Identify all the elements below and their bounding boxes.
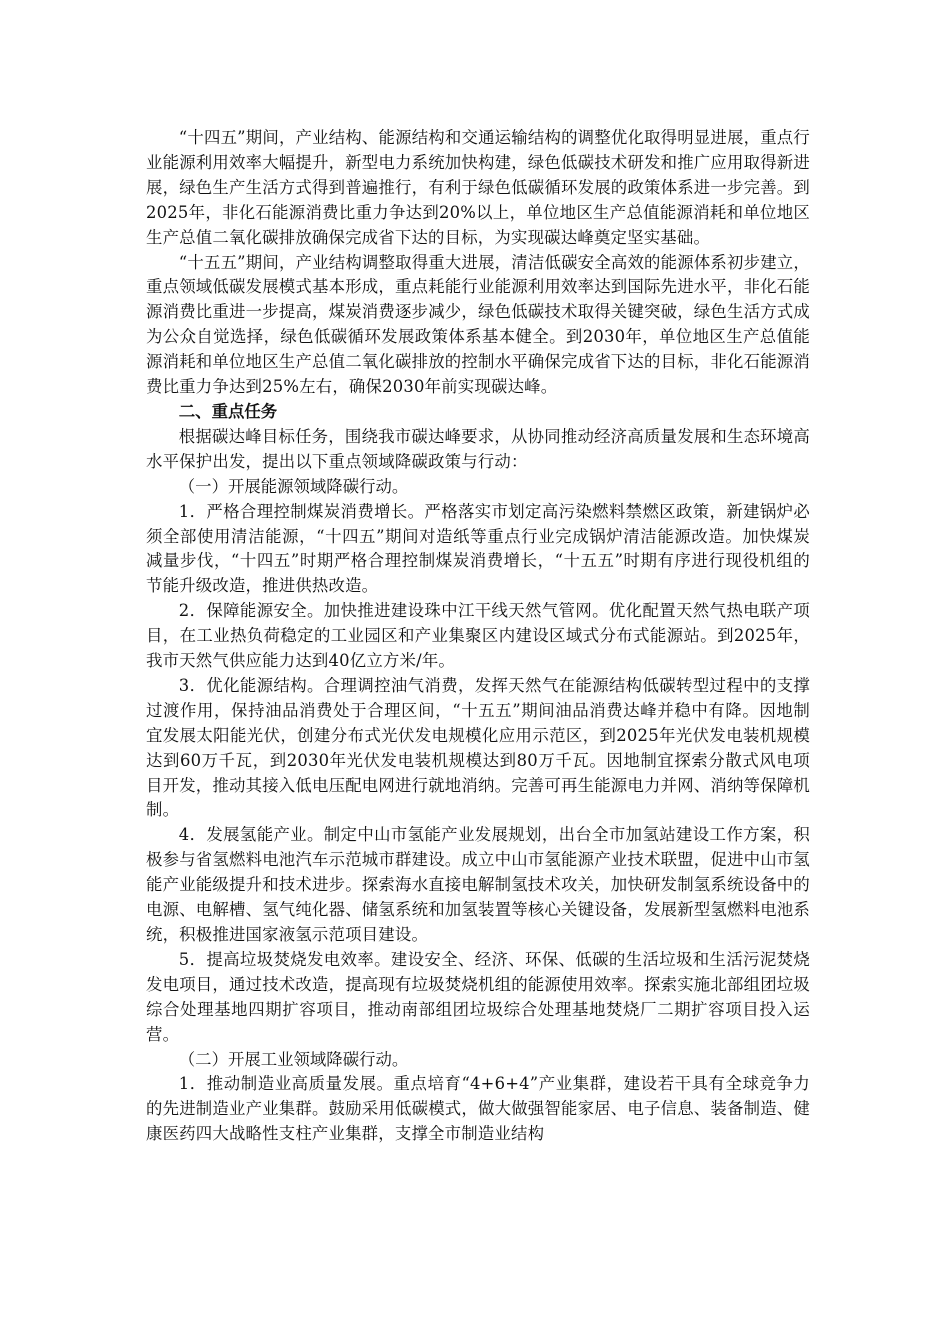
subheading-energy-action: （一）开展能源领域降碳行动。	[178, 476, 409, 496]
paragraph-key-tasks-intro: 根据碳达峰目标任务，围绕我市碳达峰要求，从协同推动经济高质量发展和生态环境高水平保护出发，提出以下重点领域降碳政策与行动：	[146, 426, 810, 471]
paragraph-coal-control: 1．严格合理控制煤炭消费增长。严格落实市划定高污染燃料禁燃区政策，新建锅炉必须全部使用清洁能源，“十四五”期间对造纸等重点行业完成锅炉清洁能源改造。加快煤炭减量步伐，“十四五”时期严格合理控制煤炭消费增长，“十五五”时期有序进行现役机组的节能升级改造，推进供热改造。	[146, 501, 810, 596]
subheading-industry-action: （二）开展工业领域降碳行动。	[178, 1049, 409, 1069]
paragraph-hydrogen-industry: 4．发展氢能产业。制定中山市氢能产业发展规划，出台全市加氢站建设工作方案，积极参与省氢燃料电池汽车示范城市群建设。成立中山市氢能源产业技术联盟，促进中山市氢能产业能级提升和技术进步。探索海水直接电解制氢技术攻关，加快研发制氢系统设备中的电源、电解槽、氢气纯化器、储氢系统和加氢装置等核心关键设备，发展新型氢燃料电池系统，积极推进国家液氢示范项目建设。	[146, 825, 810, 944]
paragraph-waste-incineration: 5．提高垃圾焚烧发电效率。建设安全、经济、环保、低碳的生活垃圾和生活污泥焚烧发电项目，通过技术改造，提高现有垃圾焚烧机组的能源使用效率。探索实施北部组团垃圾综合处理基地四期扩容项目，推动南部组团垃圾综合处理基地焚烧厂二期扩容项目投入运营。	[146, 949, 810, 1044]
paragraph-manufacturing: 1．推动制造业高质量发展。重点培育“4+6+4”产业集群，建设若干具有全球竞争力的先进制造业产业集群。鼓励采用低碳模式，做大做强智能家居、电子信息、装备制造、健康医药四大战略性支柱产业集群，支撑全市制造业结构	[146, 1074, 810, 1144]
paragraph-14th-five-year-goals: “十四五”期间，产业结构、能源结构和交通运输结构的调整优化取得明显进展，重点行业能源利用效率大幅提升，新型电力系统加快构建，绿色低碳技术研发和推广应用取得新进展，绿色生产生活方式得到普遍推行，有利于绿色低碳循环发展的政策体系进一步完善。到2025年，非化石能源消费比重力争达到20%以上，单位地区生产总值能源消耗和单位地区生产总值二氧化碳排放确保完成省下达的目标，为实现碳达峰奠定坚实基础。	[146, 128, 810, 247]
document-page	[146, 126, 810, 1147]
paragraph-energy-security: 2．保障能源安全。加快推进建设珠中江干线天然气管网。优化配置天然气热电联产项目，在工业热负荷稳定的工业园区和产业集聚区内建设区域式分布式能源站。到2025年，我市天然气供应能力达到40亿立方米/年。	[146, 601, 810, 671]
paragraph-15th-five-year-goals: “十五五”期间，产业结构调整取得重大进展，清洁低碳安全高效的能源体系初步建立，重点领域低碳发展模式基本形成，重点耗能行业能源利用效率达到国际先进水平，非化石能源消费比重进一步提高，煤炭消费逐步减少，绿色低碳技术取得关键突破，绿色生活方式成为公众自觉选择，绿色低碳循环发展政策体系基本健全。到2030年，单位地区生产总值能源消耗和单位地区生产总值二氧化碳排放的控制水平确保完成省下达的目标，非化石能源消费比重力争达到25%左右，确保2030年前实现碳达峰。	[146, 252, 810, 397]
paragraph-energy-structure: 3．优化能源结构。合理调控油气消费，发挥天然气在能源结构低碳转型过程中的支撑过渡作用，保持油品消费处于合理区间，“十五五”期间油品消费达峰并稳中有降。因地制宜发展太阳能光伏，创建分布式光伏发电规模化应用示范区，到2025年光伏发电装机规模达到60万千瓦，到2030年光伏发电装机规模达到80万千瓦。因地制宜探索分散式风电项目开发，推动其接入低电压配电网进行就地消纳。完善可再生能源电力并网、消纳等保障机制。	[146, 675, 810, 820]
section-heading-key-tasks: 二、重点任务	[178, 401, 278, 421]
